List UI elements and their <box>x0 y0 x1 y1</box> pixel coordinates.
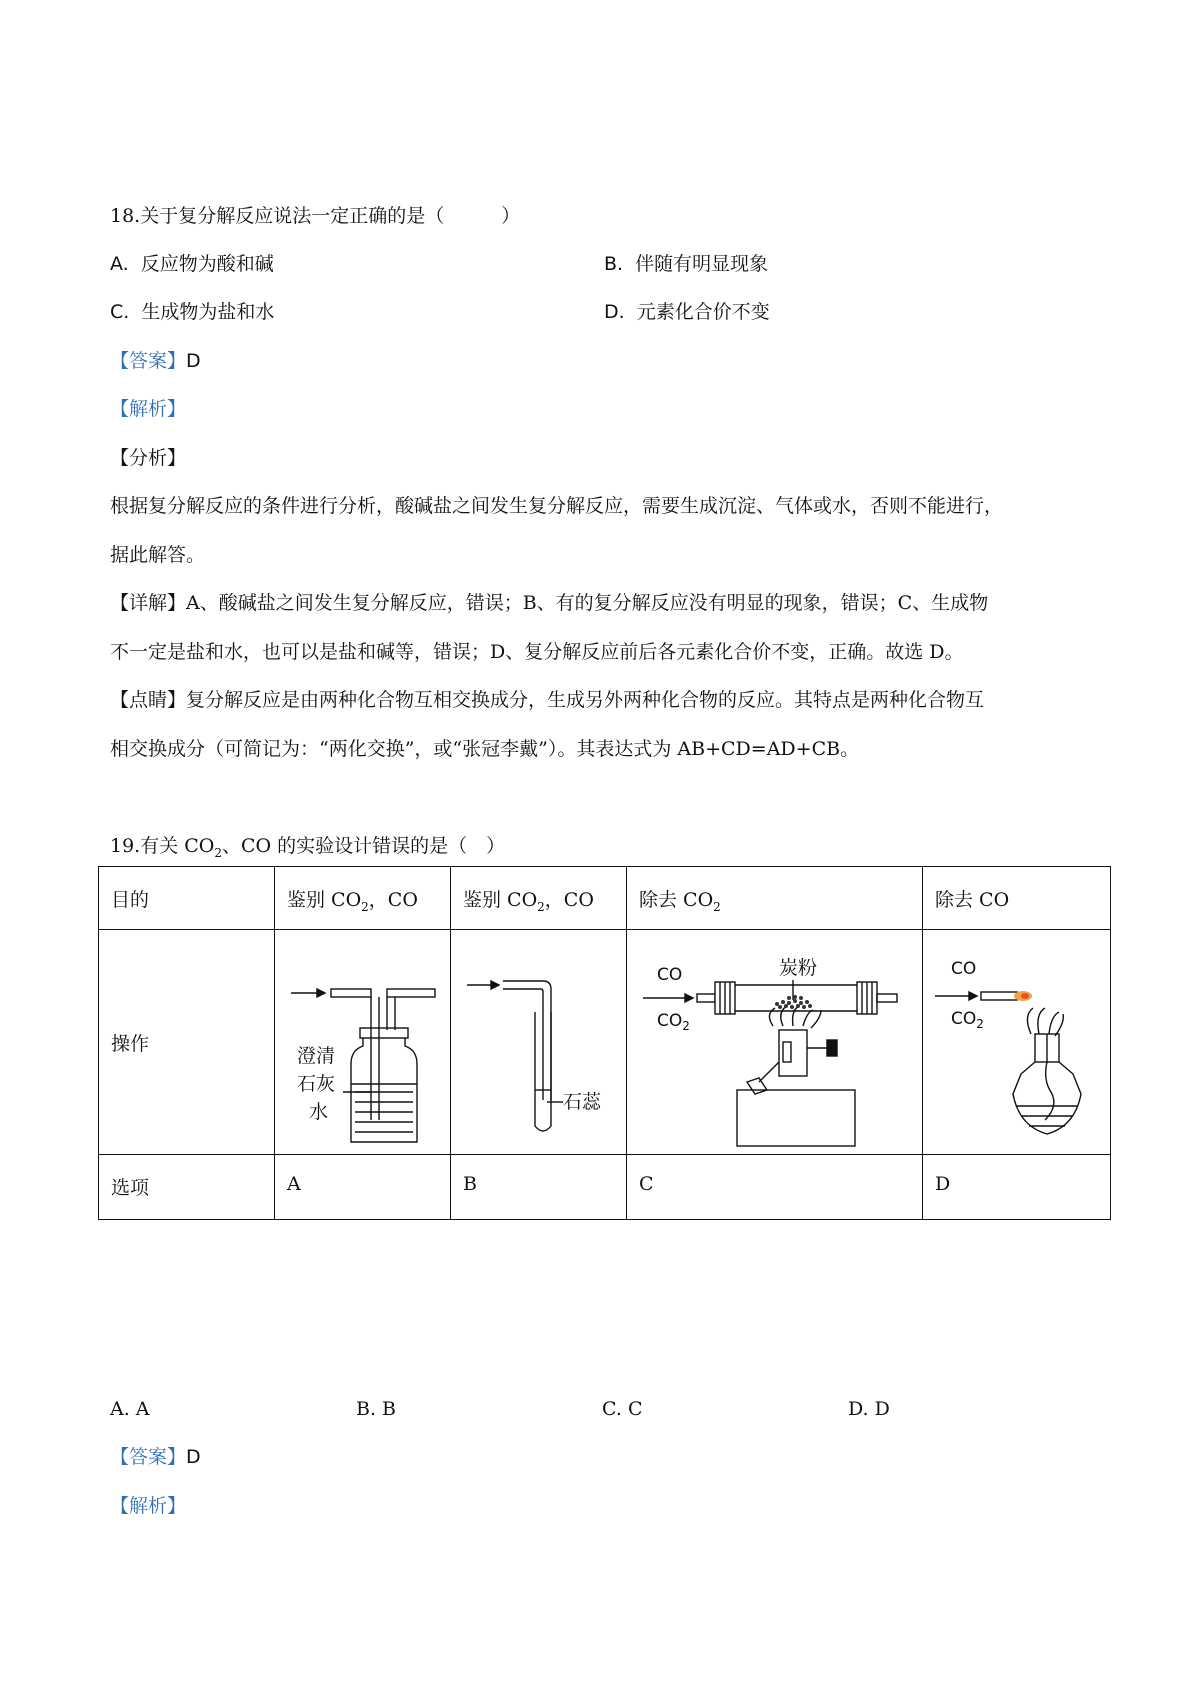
purpose-d: 除去 CO <box>923 867 1111 930</box>
q19-option-b[interactable]: B. B <box>356 1398 397 1420</box>
stem-pre: 19.有关 CO <box>110 835 215 857</box>
q18-option-a[interactable] <box>110 252 274 276</box>
label-clear: 澄清 <box>297 1045 336 1067</box>
test-tube-diagram <box>451 930 627 1154</box>
q18-option-d[interactable] <box>604 300 770 324</box>
q18-stem: 18.关于复分解反应说法一定正确的是（ ） <box>110 205 521 227</box>
diagram-d-cell <box>923 930 1111 1155</box>
option-letter: B. <box>604 253 624 275</box>
diagram-b-cell <box>451 930 627 1155</box>
diagram-c-cell <box>627 930 923 1155</box>
answer-value: D <box>186 1446 201 1468</box>
purpose-b: 鉴别 $CO_2$，CO <box>451 867 627 930</box>
option-text: 生成物为盐和水 <box>141 301 275 323</box>
q19-answer <box>110 1445 201 1469</box>
stem-sub: 2 <box>214 845 223 860</box>
label-co2: $CO_2$ <box>657 1011 690 1033</box>
row-label: 目的 <box>99 867 275 930</box>
table-row-purpose <box>99 867 1111 930</box>
q18-fenxi-tag: 【分析】 <box>110 447 187 469</box>
row-label: 选项 <box>99 1155 275 1220</box>
choice-c: C <box>627 1155 923 1220</box>
q18-fenxi-line1: 根据复分解反应的条件进行分析，酸碱盐之间发生复分解反应，需要生成沉淀、气体或水，否则不能进行， <box>110 495 1004 517</box>
label-water: 水 <box>309 1101 329 1123</box>
option-text: 元素化合价不变 <box>636 301 770 323</box>
q18-fenxi-line2: 据此解答。 <box>110 544 206 566</box>
option-text: 反应物为酸和碱 <box>140 253 274 275</box>
label-litmus: 石蕊 <box>563 1091 602 1113</box>
q19-option-c[interactable]: C. C <box>602 1398 643 1420</box>
heated-tube-diagram <box>627 930 923 1154</box>
experiment-table <box>98 866 1111 1220</box>
label-co2: $CO_2$ <box>951 1009 984 1031</box>
q18-option-c[interactable] <box>110 300 274 324</box>
answer-value: D <box>186 350 201 372</box>
answer-tag: 【答案】 <box>110 1446 187 1468</box>
purpose-a: 鉴别 $CO_2$，CO <box>275 867 451 930</box>
gas-wash-bottle-diagram <box>275 930 451 1154</box>
q18-xiangjie-line2: 不一定是盐和水，也可以是盐和碱等，错误；D、复分解反应前后各元素化合价不变，正确。故选 D。 <box>110 641 964 663</box>
option-letter: D. <box>604 301 625 323</box>
q19-option-d[interactable]: D. D <box>848 1398 890 1420</box>
option-letter: C. <box>110 301 130 323</box>
label-co: CO <box>657 965 683 985</box>
option-letter: A. <box>110 253 129 275</box>
q19-jiexi-tag: 【解析】 <box>110 1495 187 1517</box>
alcohol-lamp-diagram <box>923 930 1111 1154</box>
q18-xiangjie-line1: 【详解】A、酸碱盐之间发生复分解反应，错误；B、有的复分解反应没有明显的现象，错误；C、生成物 <box>110 592 989 614</box>
label-carbon: 炭粉 <box>779 957 818 979</box>
q18-option-b[interactable] <box>604 252 768 276</box>
q18-dianjing-line1: 【点睛】复分解反应是由两种化合物互相交换成分，生成另外两种化合物的反应。其特点是两种化合物互 <box>110 689 985 711</box>
choice-b: B <box>451 1155 627 1220</box>
purpose-c: 除去 $CO_2$ <box>627 867 923 930</box>
table-row-choice <box>99 1155 1111 1220</box>
q18-dianjing-line2: 相交换成分（可简记为：“两化交换”，或“张冠李戴”）。其表达式为 AB+CD=AD+CB。 <box>110 738 860 760</box>
diagram-a-cell <box>275 930 451 1155</box>
choice-a: A <box>275 1155 451 1220</box>
q19-option-a[interactable]: A. A <box>110 1398 150 1420</box>
table-row-operation <box>99 930 1111 1155</box>
answer-tag: 【答案】 <box>110 350 187 372</box>
choice-d: D <box>923 1155 1111 1220</box>
label-co: CO <box>951 959 977 979</box>
option-text: 伴随有明显现象 <box>635 253 769 275</box>
row-label: 操作 <box>99 930 275 1155</box>
stem-post: 、CO 的实验设计错误的是（ ） <box>222 835 506 857</box>
q19-stem <box>110 834 505 865</box>
label-lime: 石灰 <box>297 1073 336 1095</box>
q18-answer <box>110 349 201 373</box>
q18-jiexi-tag: 【解析】 <box>110 398 187 420</box>
